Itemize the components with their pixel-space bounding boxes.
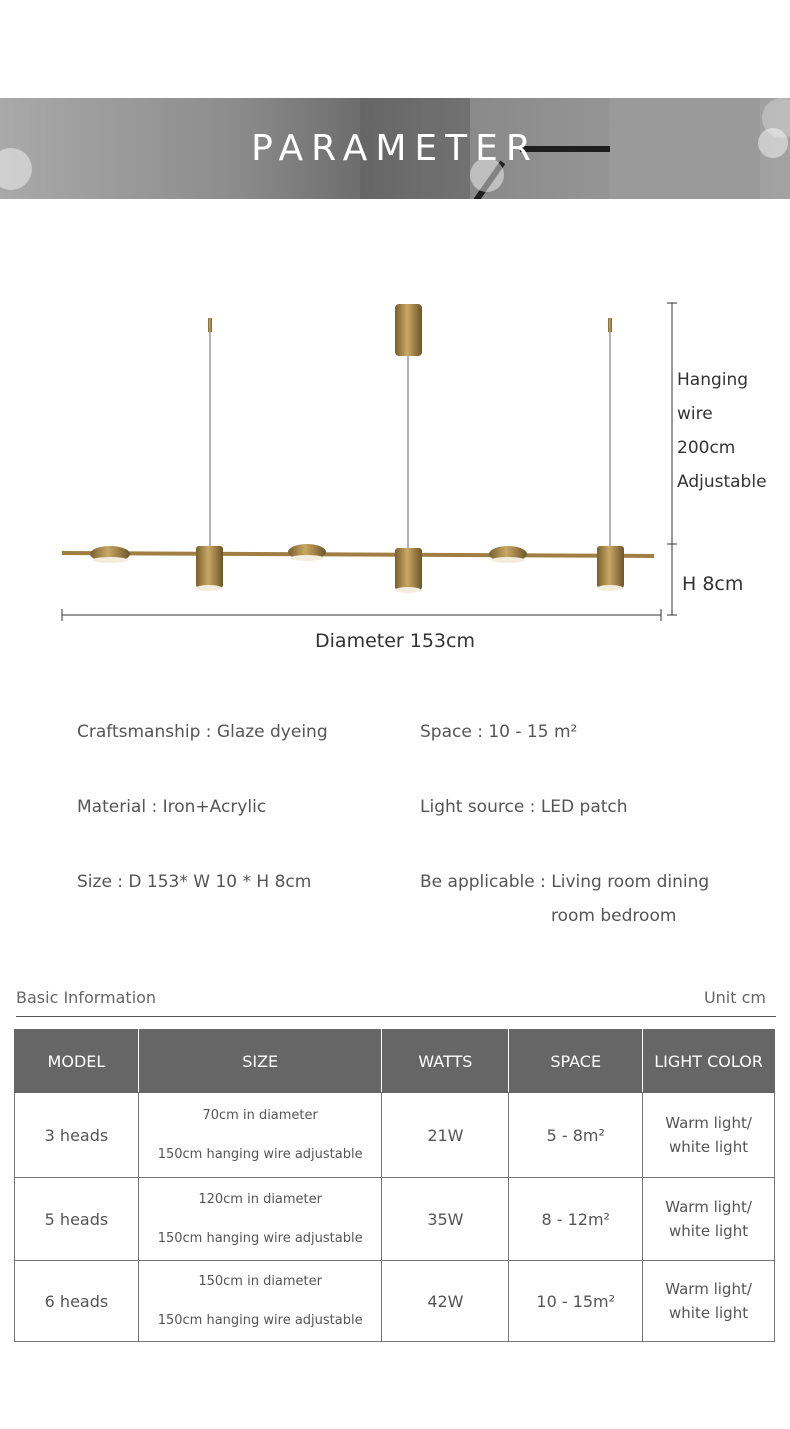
ceiling-canopy bbox=[395, 304, 422, 356]
parameter-banner bbox=[0, 98, 790, 199]
header-light-color: LIGHT COLOR bbox=[643, 1030, 775, 1093]
size-diameter: 120cm in diameter bbox=[198, 1192, 322, 1207]
size-diameter: 150cm in diameter bbox=[198, 1274, 322, 1289]
spec-light-source: Light source : LED patch bbox=[420, 797, 628, 817]
cell-light-color: Warm light/ white light bbox=[643, 1178, 775, 1261]
disc-lamp-glow bbox=[92, 557, 128, 563]
cell-space: 8 - 12m² bbox=[509, 1178, 643, 1261]
spec-space: Space : 10 - 15 m² bbox=[420, 722, 578, 742]
cylinder-lamp bbox=[196, 546, 223, 588]
model-spec-table bbox=[14, 1029, 775, 1342]
disc-lamp-glow bbox=[290, 555, 324, 561]
header-watts: WATTS bbox=[382, 1030, 509, 1093]
size-wire: 150cm hanging wire adjustable bbox=[157, 1313, 363, 1328]
header-space: SPACE bbox=[509, 1030, 643, 1093]
cell-space: 5 - 8m² bbox=[509, 1093, 643, 1178]
cylinder-lamp bbox=[597, 546, 624, 588]
horizontal-rod bbox=[62, 553, 654, 556]
spec-size: Size : D 153* W 10 * H 8cm bbox=[77, 872, 312, 892]
cell-model: 3 heads bbox=[15, 1093, 139, 1178]
height-label: H 8cm bbox=[682, 573, 744, 595]
basic-info-header bbox=[16, 988, 776, 1017]
cell-size bbox=[138, 1093, 382, 1178]
cell-model: 5 heads bbox=[15, 1178, 139, 1261]
table-header-row bbox=[15, 1030, 775, 1093]
cylinder-lamp bbox=[395, 548, 422, 590]
spec-material: Material : Iron+Acrylic bbox=[77, 797, 267, 817]
hanging-wire-label: Hanging wire 200cm Adjustable bbox=[677, 370, 767, 492]
cell-watts: 42W bbox=[382, 1261, 509, 1342]
basic-info-title: Basic Information bbox=[16, 988, 157, 1007]
table-row bbox=[15, 1093, 775, 1178]
table-row bbox=[15, 1261, 775, 1342]
cell-watts: 21W bbox=[382, 1093, 509, 1178]
header-model: MODEL bbox=[15, 1030, 139, 1093]
table-row bbox=[15, 1178, 775, 1261]
cell-space: 10 - 15m² bbox=[509, 1261, 643, 1342]
cylinder-lamp-glow bbox=[395, 587, 421, 593]
cylinder-lamp-glow bbox=[196, 585, 222, 591]
cell-size bbox=[138, 1178, 382, 1261]
spec-craftsmanship: Craftsmanship : Glaze dyeing bbox=[77, 722, 328, 742]
diameter-label: Diameter 153cm bbox=[315, 630, 475, 652]
disc-lamp-glow bbox=[491, 557, 525, 563]
chandelier-drawing bbox=[0, 290, 790, 670]
cell-model: 6 heads bbox=[15, 1261, 139, 1342]
cell-watts: 35W bbox=[382, 1178, 509, 1261]
wire-clip-right bbox=[608, 318, 612, 332]
cylinder-lamp-glow bbox=[597, 585, 623, 591]
wire-clip-left bbox=[208, 318, 212, 332]
spec-applicable-cont: room bedroom bbox=[551, 906, 677, 926]
size-diameter: 70cm in diameter bbox=[202, 1108, 318, 1123]
spec-applicable: Be applicable : Living room dining bbox=[420, 872, 710, 892]
banner-title: PARAMETER bbox=[251, 128, 539, 169]
cell-light-color: Warm light/ white light bbox=[643, 1261, 775, 1342]
size-wire: 150cm hanging wire adjustable bbox=[157, 1147, 363, 1162]
product-dimension-diagram bbox=[0, 290, 790, 670]
cell-size bbox=[138, 1261, 382, 1342]
cell-light-color: Warm light/ white light bbox=[643, 1093, 775, 1178]
size-wire: 150cm hanging wire adjustable bbox=[157, 1231, 363, 1246]
header-size: SIZE bbox=[138, 1030, 382, 1093]
unit-label: Unit cm bbox=[703, 988, 766, 1007]
